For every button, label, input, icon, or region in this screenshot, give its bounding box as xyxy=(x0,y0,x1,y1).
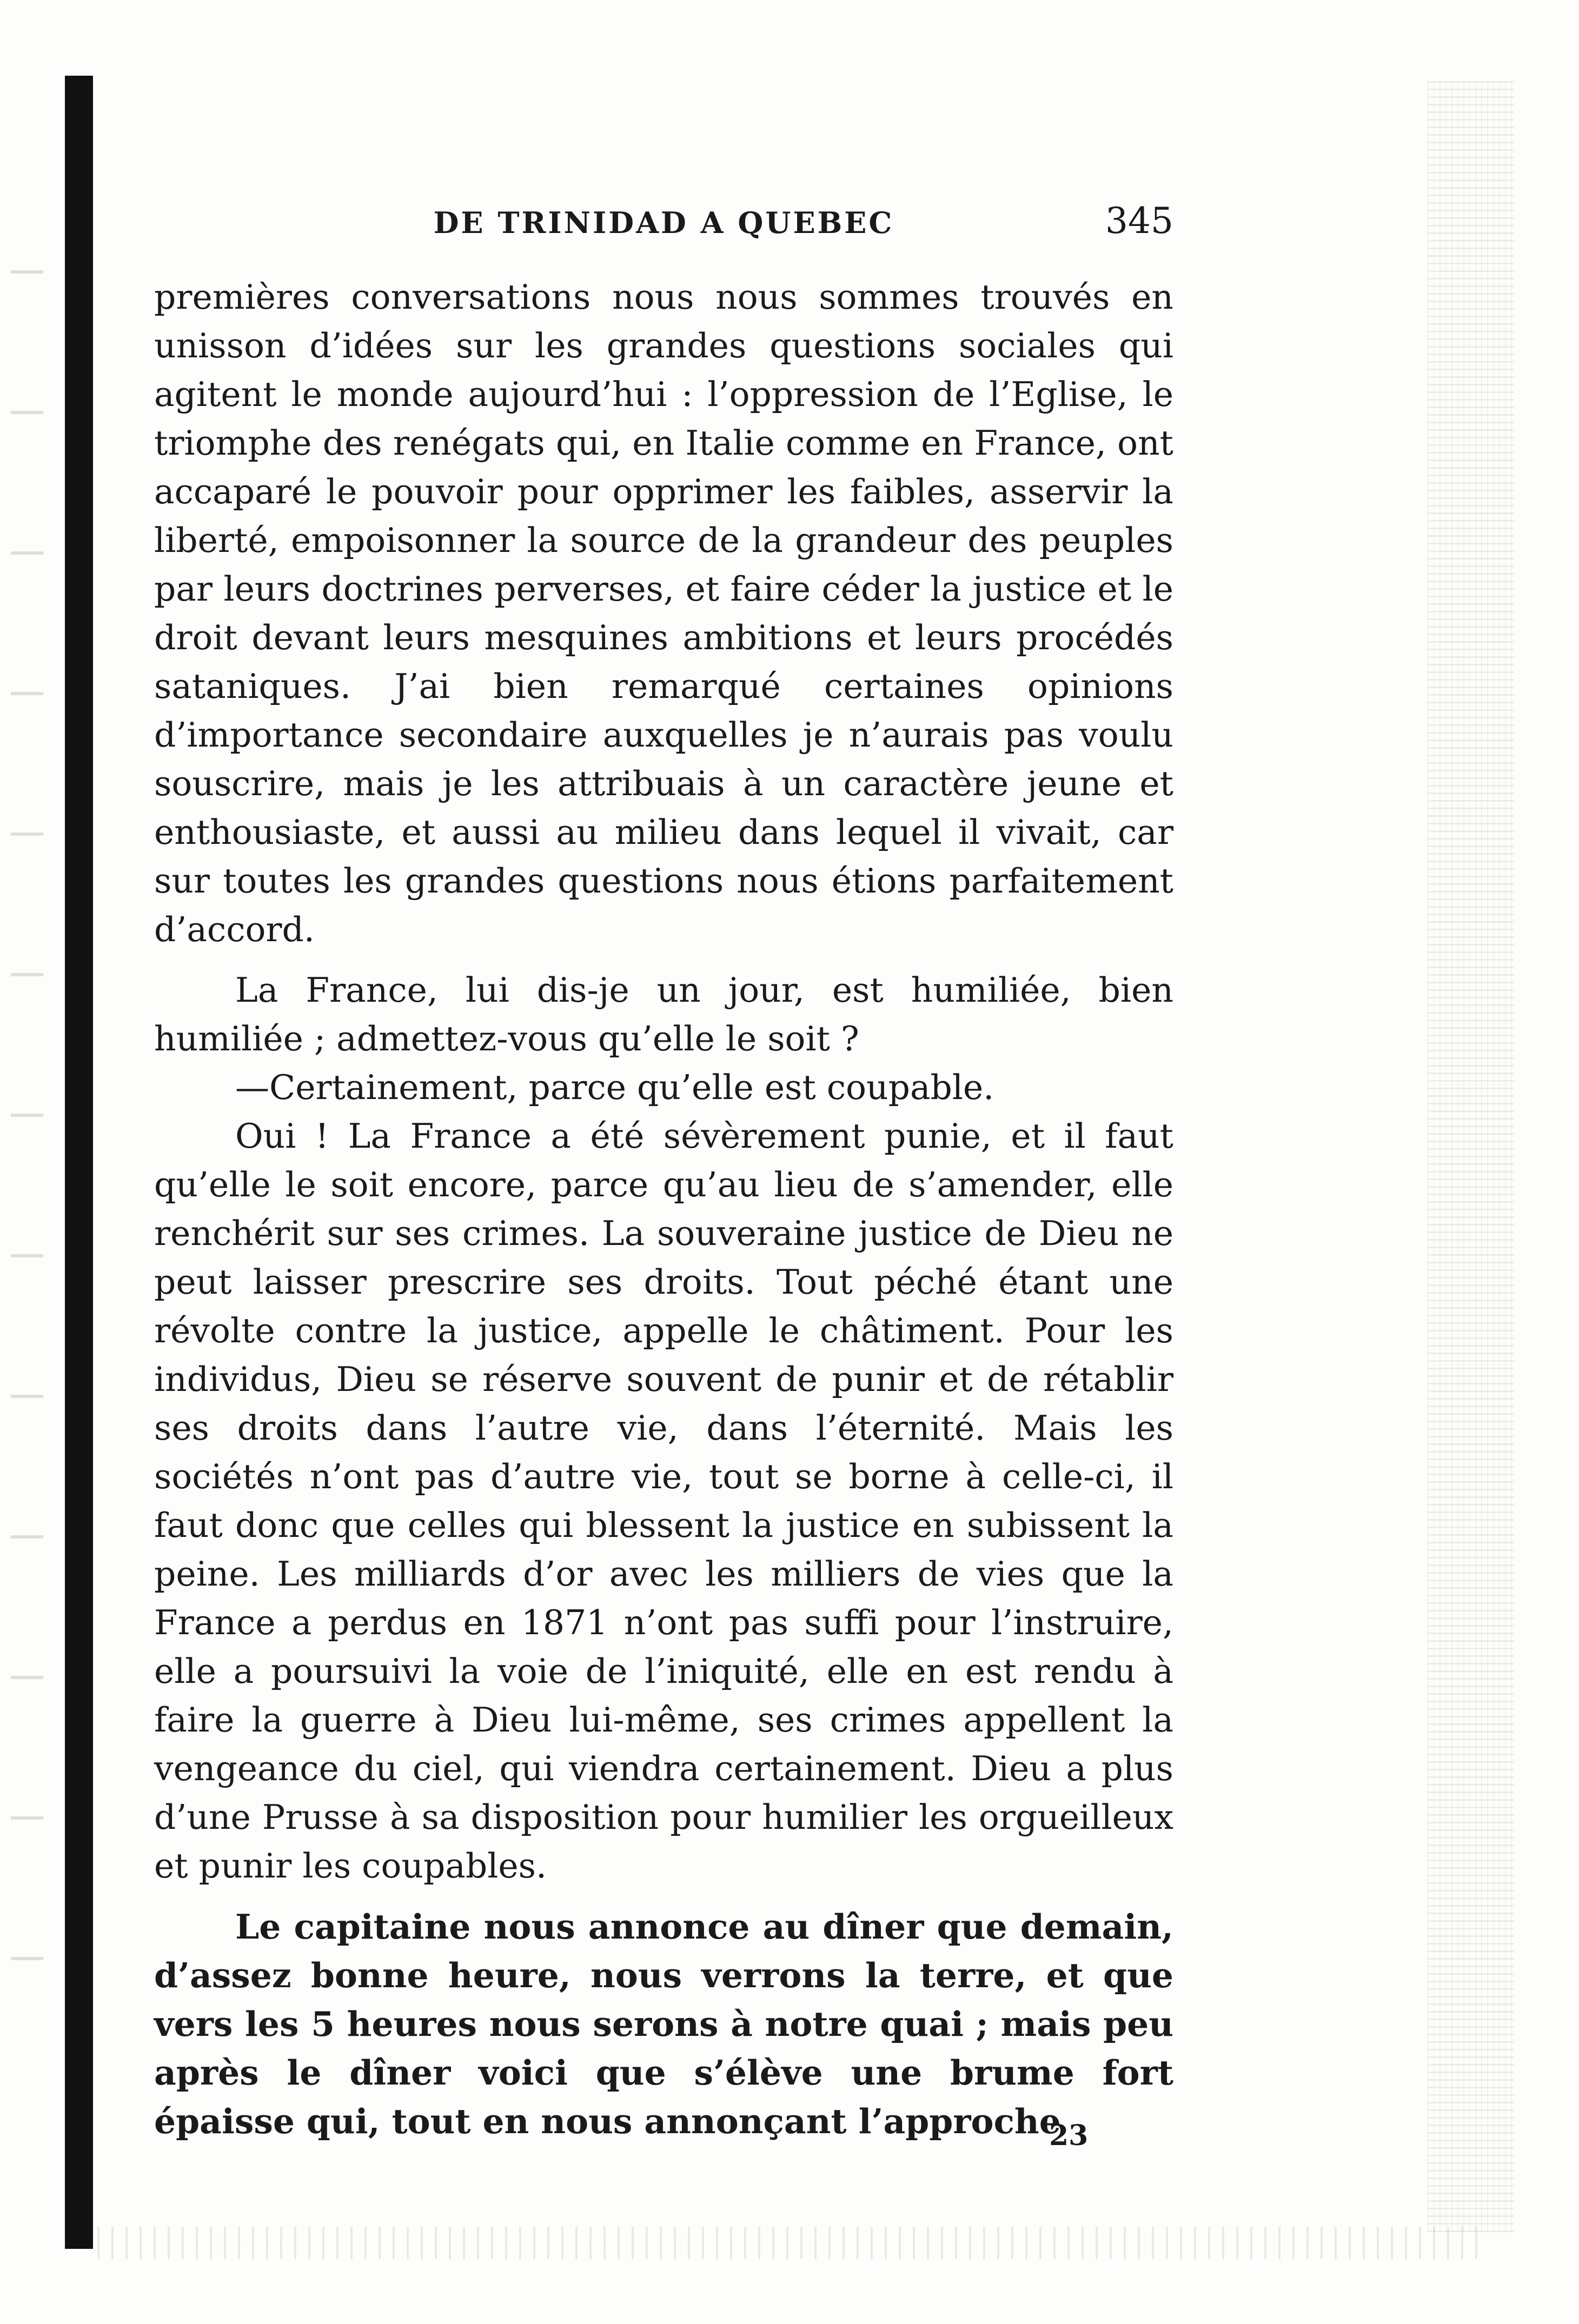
paragraph: —Certainement, parce qu’elle est coupable. xyxy=(235,1068,994,1107)
running-title: DE TRINIDAD A QUEBEC xyxy=(433,205,894,240)
binding-shadow xyxy=(65,76,93,2249)
bottom-speckle xyxy=(97,2227,1482,2259)
body-text xyxy=(154,273,1173,2146)
paragraph: Le capitaine nous annonce au dîner que demain, d’assez bonne heure, nous verrons la terre, et que vers les 5 heures nous serons à notre quai ; mais peu après le dîner voici que s’élève une brume fort épaisse qui, tout en nous annonçant l’approche xyxy=(154,1907,1173,2141)
paragraph: premières conversations nous nous sommes trouvés en unisson d’idées sur les grandes questions sociales qui agitent le monde aujourd’hui : l’oppression de l’Eglise, le triomphe des renégats qui, en Italie comme en France, ont accaparé le pouvoir pour opprimer les faibles, asservir la liberté, empoisonner la source de la grandeur des peuples par leurs doctrines perverses, et faire céder la justice et le droit devant leurs mesquines ambitions et leurs procédés sataniques. J’ai bien remarqué certaines opinions d’importance secondaire auxquelles je n’aurais pas voulu souscrire, mais je les attribuais à un caractère jeune et enthousiaste, et aussi au milieu dans lequel il vivait, car sur toutes les grandes questions nous étions parfaitement d’accord. xyxy=(154,277,1173,949)
page-header xyxy=(154,195,1173,243)
paragraph: La France, lui dis-je un jour, est humiliée, bien humiliée ; admettez-vous qu’elle le soit ? xyxy=(154,970,1173,1058)
margin-marks xyxy=(11,270,43,2054)
signature-mark: 23 xyxy=(1049,2119,1089,2152)
page-number: 345 xyxy=(1105,200,1173,242)
paragraph: Oui ! La France a été sévèrement punie, et il faut qu’elle le soit encore, parce qu’au lieu de s’amender, elle renchérit sur ses crimes. La souveraine justice de Dieu ne peut laisser prescrire ses droits. Tout péché étant une révolte contre la justice, appelle le châtiment. Pour les individus, Dieu se réserve souvent de punir et de rétablir ses droits dans l’autre vie, dans l’éternité. Mais les sociétés n’ont pas d’autre vie, tout se borne à celle-ci, il faut donc que celles qui blessent la justice en subissent la peine. Les milliards d’or avec les milliers de vies que la France a perdus en 1871 n’ont pas suffi pour l’instruire, elle a poursuivi la voie de l’iniquité, elle en est rendu à faire la guerre à Dieu lui-même, ses crimes appellent la vengeance du ciel, qui viendra certainement. Dieu a plus d’une Prusse à sa disposition pour humilier les orgueilleux et punir les coupables. xyxy=(154,1116,1173,1886)
edge-speckle xyxy=(1428,81,1514,2233)
